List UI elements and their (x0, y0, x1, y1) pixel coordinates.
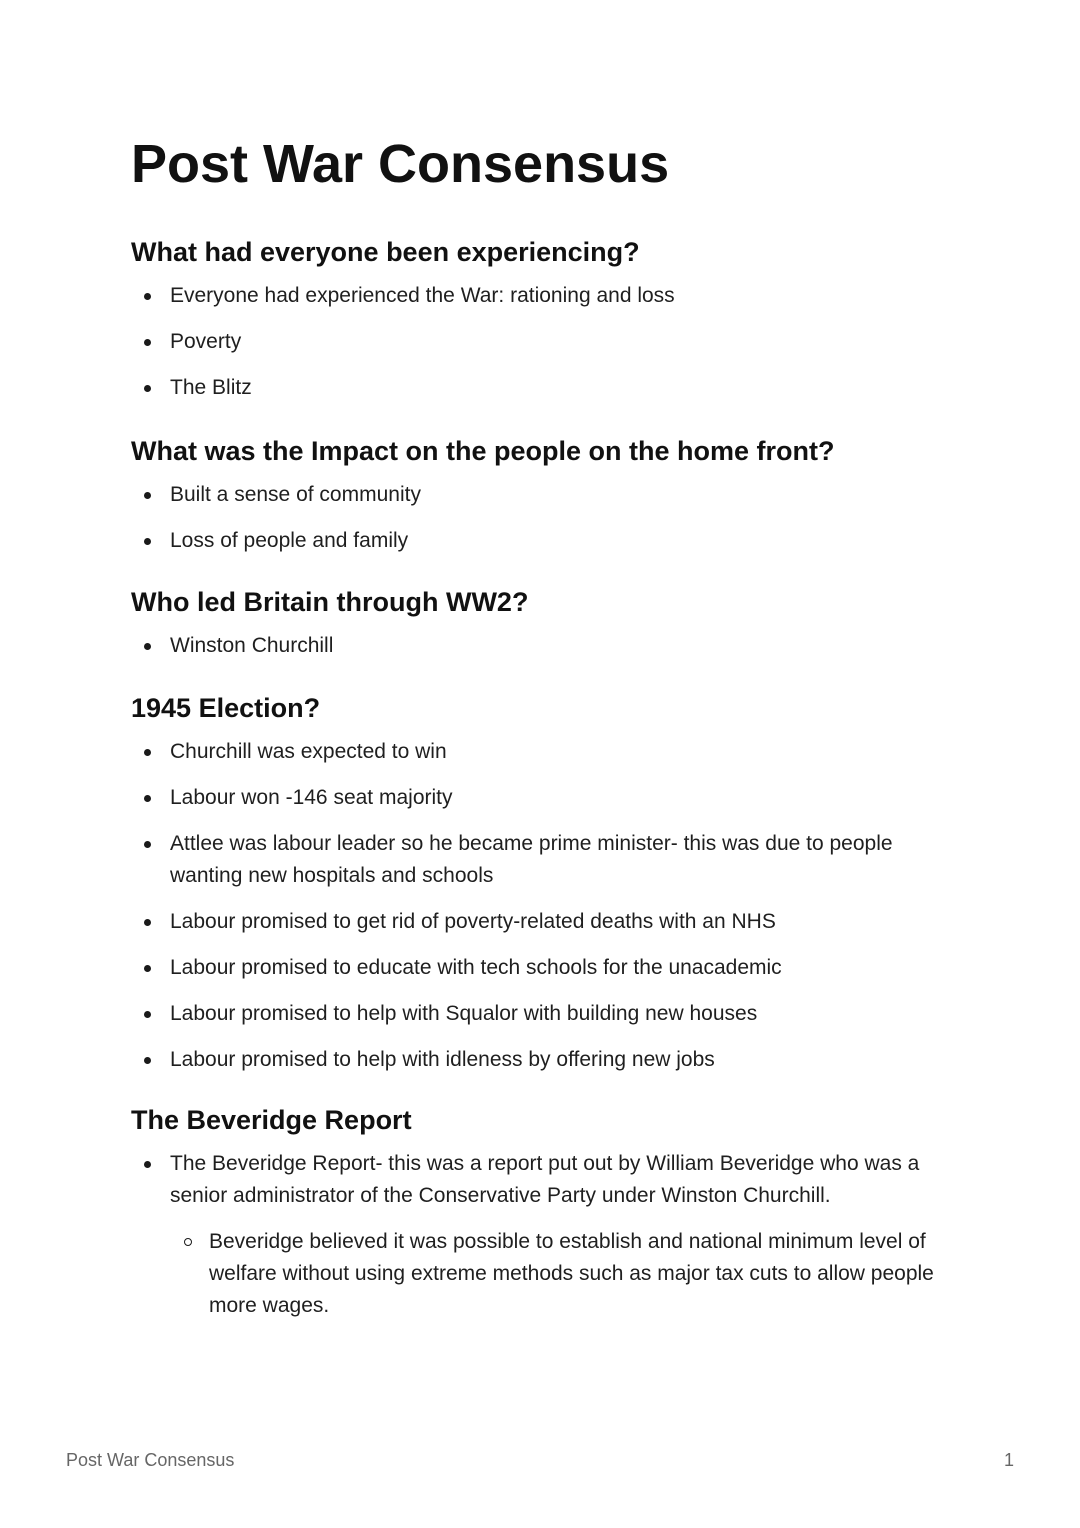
bullet-icon (144, 339, 151, 346)
bullet-icon (144, 1161, 151, 1168)
sub-list-item-text: Beveridge believed it was possible to establish and national minimum level of welfare without using extreme methods such as major tax cuts to allow people more wages. (209, 1230, 934, 1317)
section-1945-election (131, 690, 961, 1076)
list-item (131, 736, 961, 768)
list-item-text: Labour promised to help with idleness by offering new jobs (170, 1048, 715, 1071)
section-experiences (131, 234, 961, 404)
list-item (131, 906, 961, 938)
list-item-text: The Beveridge Report- this was a report put out by William Beveridge who was a senior administrator of the Conservative Party under Winston Churchill. (170, 1152, 920, 1207)
bullet-icon (144, 492, 151, 499)
bullet-icon (144, 1057, 151, 1064)
sub-bullet-list (131, 1226, 961, 1322)
list-item (131, 1148, 961, 1212)
list-item (131, 479, 961, 511)
section-heading: What was the Impact on the people on the home front? (131, 436, 835, 466)
section-home-front-impact (131, 433, 961, 557)
bullet-list (131, 280, 961, 404)
bullet-list (131, 736, 961, 1076)
bullet-list (131, 1148, 961, 1212)
list-item-text: Poverty (170, 330, 242, 353)
list-item (131, 326, 961, 358)
list-item-text: Built a sense of community (170, 483, 421, 506)
page-number: 1 (1003, 1450, 1014, 1470)
list-item (131, 782, 961, 814)
bullet-icon (144, 749, 151, 756)
list-item-text: Labour won -146 seat majority (170, 786, 453, 809)
list-item-text: Winston Churchill (170, 634, 334, 657)
sub-list-item (131, 1226, 961, 1322)
list-item (131, 525, 961, 557)
list-item-text: Everyone had experienced the War: rationing and loss (170, 284, 675, 307)
section-beveridge-report (131, 1102, 961, 1322)
list-item-text: Labour promised to help with Squalor with building new houses (170, 1002, 758, 1025)
bullet-icon (144, 965, 151, 972)
section-heading: 1945 Election? (131, 693, 321, 723)
list-item (131, 280, 961, 312)
list-item (131, 828, 961, 892)
list-item (131, 952, 961, 984)
list-item-text: Attlee was labour leader so he became prime minister- this was due to people wanting new hospitals and schools (170, 832, 893, 887)
bullet-icon (144, 795, 151, 802)
bullet-icon (144, 385, 151, 392)
section-ww2-leader (131, 584, 961, 662)
list-item-text: Labour promised to get rid of poverty-related deaths with an NHS (170, 910, 776, 933)
bullet-list (131, 630, 961, 662)
page-title: Post War Consensus (131, 134, 670, 194)
bullet-icon (144, 643, 151, 650)
list-item-text: Loss of people and family (170, 529, 409, 552)
list-item (131, 372, 961, 404)
footer-title: Post War Consensus (66, 1450, 235, 1470)
section-heading: Who led Britain through WW2? (131, 587, 529, 617)
list-item (131, 998, 961, 1030)
bullet-icon (144, 293, 151, 300)
bullet-icon (144, 538, 151, 545)
list-item-text: Churchill was expected to win (170, 740, 447, 763)
hollow-bullet-icon (184, 1238, 192, 1246)
bullet-icon (144, 1011, 151, 1018)
bullet-icon (144, 841, 151, 848)
list-item (131, 1044, 961, 1076)
list-item-text: Labour promised to educate with tech schools for the unacademic (170, 956, 782, 979)
list-item (131, 630, 961, 662)
section-heading: What had everyone been experiencing? (131, 237, 640, 267)
bullet-icon (144, 919, 151, 926)
list-item-text: The Blitz (170, 376, 252, 399)
bullet-list (131, 479, 961, 557)
section-heading: The Beveridge Report (131, 1105, 412, 1135)
